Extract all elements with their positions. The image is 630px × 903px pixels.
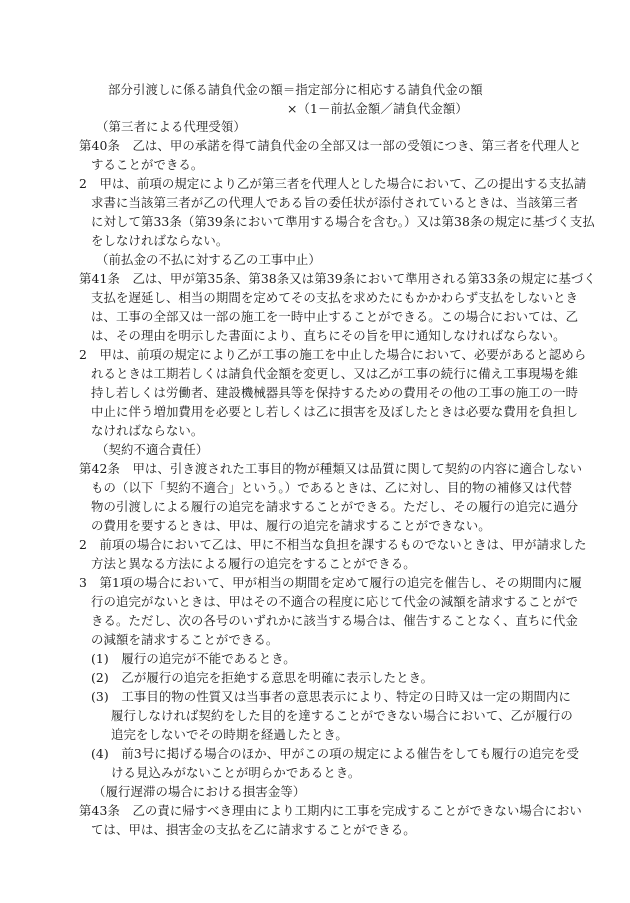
heading-article-43: （履行遅滞の場合における損害金等） bbox=[93, 784, 306, 799]
article-43-text: 第43条 乙の責に帰すべき理由により工期内に工事を完成することができない場合におい bbox=[79, 803, 582, 818]
article-41-para-2: れるときは工期若しくは請負代金額を変更し、又は乙が工事の続行に備え工事現場を維 bbox=[91, 366, 579, 381]
article-41-para-2: なければならない。 bbox=[91, 423, 204, 438]
list-item-4: ける見込みがないことが明らかであるとき。 bbox=[111, 765, 361, 780]
article-41-para-2: 2 甲は、前項の規定により乙が工事の施工を中止した場合において、必要があると認めら bbox=[79, 347, 587, 362]
article-41-para-2: 中止に伴う増加費用を必要とし若しくは乙に損害を及ぼしたときは必要な費用を負担し bbox=[91, 404, 579, 419]
article-41-text: 支払を遅延し、相当の期間を定めてその支払を求めたにもかかわらず支払をしないとき bbox=[91, 290, 579, 305]
heading-article-42: （契約不適合責任） bbox=[96, 442, 209, 457]
article-43-text: ては、甲は、損害金の支払を乙に請求することができる。 bbox=[91, 822, 416, 837]
list-item-1: (1) 履行の追完が不能であるとき。 bbox=[91, 651, 296, 666]
article-42-text: もの（以下「契約不適合」という。）であるときは、乙に対し、目的物の補修又は代替 bbox=[91, 480, 572, 495]
article-42-para-3: 3 第1項の場合において、甲が相当の期間を定めて履行の追完を催告し、その期間内に履 bbox=[79, 575, 582, 590]
article-40-para-2: をしなければならない。 bbox=[91, 233, 229, 248]
article-40-text: することができる。 bbox=[91, 157, 204, 172]
list-item-3: 追完をしないでその時期を経過したとき。 bbox=[111, 727, 348, 742]
list-item-4: (4) 前3号に掲げる場合のほか、甲がこの項の規定による催告をしても履行の追完を受 bbox=[91, 746, 579, 761]
article-40-para-2: に対して第33条（第39条において準用する場合を含む。）又は第38条の規定に基づく支払 bbox=[91, 214, 595, 229]
heading-article-40: （第三者による代理受領） bbox=[96, 119, 246, 134]
list-item-3: (3) 工事目的物の性質又は当事者の意思表示により、特定の日時又は一定の期間内に bbox=[91, 689, 572, 704]
formula-line-2: ×（1－前払金額／請負代金額） bbox=[287, 101, 468, 116]
article-40-para-2: 2 甲は、前項の規定により乙が第三者を代理人とした場合において、乙の提出する支払請 bbox=[79, 176, 587, 191]
article-42-para-3: 行の追完がないときは、甲はその不適合の程度に応じて代金の減額を請求することがで bbox=[91, 594, 579, 609]
article-41-text: 第41条 乙は、甲が第35条、第38条又は第39条において準用される第33条の規定に基づく bbox=[79, 271, 597, 286]
article-42-text: 第42条 甲は、引き渡された工事目的物が種類又は品質に関して契約の内容に適合しない bbox=[79, 461, 583, 476]
list-item-3: 履行しなければ契約をした目的を達することができない場合において、乙が履行の bbox=[111, 708, 573, 723]
article-42-text: の費用を要するときは、甲は、履行の追完を請求することができない。 bbox=[91, 518, 491, 533]
article-42-para-3: きる。ただし、次の各号のいずれかに該当する場合は、催告することなく、直ちに代金 bbox=[91, 613, 578, 628]
article-42-para-2: 2 前項の場合において乙は、甲に不相当な負担を課するものでないときは、甲が請求した bbox=[79, 537, 587, 552]
article-41-para-2: 持し若しくは労働者、建設機械器具等を保持するための費用その他の工事の施工の一時 bbox=[91, 385, 579, 400]
list-item-2: (2) 乙が履行の追完を拒絶する意思を明確に表示したとき。 bbox=[91, 670, 434, 685]
heading-article-41: （前払金の不払に対する乙の工事中止） bbox=[96, 252, 321, 267]
article-41-text: は、その理由を明示した書面により、直ちにその旨を甲に通知しなければならない。 bbox=[91, 328, 566, 343]
article-41-text: は、工事の全部又は一部の施工を一時中止することができる。この場合においては、乙 bbox=[91, 309, 579, 324]
article-42-para-2: 方法と異なる方法による履行の追完をすることができる。 bbox=[91, 556, 416, 571]
article-40-text: 第40条 乙は、甲の承諾を得て請負代金の全部又は一部の受領につき、第三者を代理人と bbox=[79, 138, 582, 153]
article-42-para-3: の減額を請求することができる。 bbox=[91, 632, 279, 647]
formula-line-1: 部分引渡しに係る請負代金の額＝指定部分に相応する請負代金の額 bbox=[108, 82, 483, 97]
article-40-para-2: 求書に当該第三者が乙の代理人である旨の委任状が添付されているときは、当該第三者 bbox=[91, 195, 579, 210]
article-42-text: 物の引渡しによる履行の追完を請求することができる。ただし、その履行の追完に過分 bbox=[91, 499, 579, 514]
